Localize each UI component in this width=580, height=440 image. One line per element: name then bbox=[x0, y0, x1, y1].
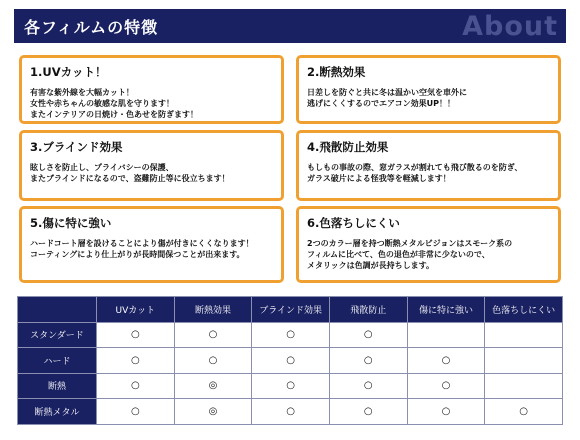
feature-card-text: またインテリアの日焼け・色あせを防ぎます！ bbox=[30, 110, 198, 119]
table-row bbox=[18, 322, 563, 348]
row-header: 断熱 bbox=[18, 373, 97, 399]
table-cell: ○ bbox=[485, 399, 563, 425]
table-cell: ○ bbox=[329, 348, 407, 374]
table-cell: ○ bbox=[407, 348, 485, 374]
feature-card-text: メタリックは色調が長持ちします。 bbox=[307, 261, 435, 270]
feature-card-blind bbox=[19, 130, 284, 201]
page-header bbox=[14, 9, 566, 43]
feature-card-text: 眩しさを防止し、プライバシーの保護、 bbox=[30, 163, 174, 172]
table-corner-cell bbox=[18, 297, 97, 323]
comparison-table bbox=[17, 296, 563, 425]
table-cell: ○ bbox=[407, 399, 485, 425]
feature-card-text: 2つのカラー層を持つ断熱メタルビジョンはスモーク系の bbox=[307, 239, 513, 248]
feature-card-shatter-prevention bbox=[296, 130, 561, 201]
table-cell bbox=[485, 373, 563, 399]
table-cell: ○ bbox=[407, 373, 485, 399]
column-header: 傷に特に強い bbox=[407, 297, 485, 323]
feature-card-text: ガラス破片による怪我等を軽減します！ bbox=[307, 174, 451, 183]
table-cell: ◎ bbox=[174, 373, 252, 399]
feature-card-text: フィルムに比べて、色の退色が非常に少ないので、 bbox=[307, 250, 490, 259]
feature-card-text: ハードコート層を設けることにより傷が付きにくくなります！ bbox=[30, 239, 254, 248]
feature-card-title: 4.飛散防止効果 bbox=[307, 140, 389, 154]
table-row bbox=[18, 373, 563, 399]
table-cell: ○ bbox=[252, 373, 330, 399]
feature-card-text: 逃げにくくするのでエアコン効果UP！！ bbox=[307, 99, 455, 108]
feature-card-scratch-resistant bbox=[19, 206, 284, 283]
table-cell: ○ bbox=[252, 399, 330, 425]
table-cell: ○ bbox=[252, 322, 330, 348]
feature-card-text: コーティングにより仕上がりが長時間保つことが出来ます。 bbox=[30, 250, 245, 259]
table-cell: ○ bbox=[97, 373, 175, 399]
table-cell: ○ bbox=[174, 348, 252, 374]
feature-card-text: 日差しを防ぐと共に冬は温かい空気を車外に bbox=[307, 88, 467, 97]
column-header: 飛散防止 bbox=[329, 297, 407, 323]
table-cell: ○ bbox=[97, 322, 175, 348]
feature-card-insulation bbox=[296, 55, 561, 124]
table-cell: ○ bbox=[174, 322, 252, 348]
feature-card-text: またブラインドになるので、盗難防止等に役立ちます！ bbox=[30, 174, 230, 183]
about-watermark: About bbox=[462, 11, 558, 42]
page-title: 各フィルムの特徴 bbox=[24, 18, 159, 37]
column-header: 断熱効果 bbox=[174, 297, 252, 323]
feature-card-title: 5.傷に特に強い bbox=[30, 216, 112, 230]
feature-card-title: 3.ブラインド効果 bbox=[30, 140, 123, 154]
feature-card-text: 有害な紫外線を大幅カット！ bbox=[30, 88, 134, 97]
feature-card-title: 6.色落ちしにくい bbox=[307, 216, 400, 230]
table-header-row bbox=[18, 297, 563, 323]
feature-card-title: 2.断熱効果 bbox=[307, 65, 366, 79]
row-header: スタンダード bbox=[18, 322, 97, 348]
feature-card-text: もしもの事故の際、窓ガラスが割れても飛び散るのを防ぎ、 bbox=[307, 163, 523, 172]
table-cell: ◎ bbox=[174, 399, 252, 425]
row-header: 断熱メタル bbox=[18, 399, 97, 425]
table-cell: ○ bbox=[97, 399, 175, 425]
feature-card-fade-resistant bbox=[296, 206, 561, 283]
table-cell: ○ bbox=[97, 348, 175, 374]
table-cell bbox=[485, 322, 563, 348]
column-header: ブラインド効果 bbox=[252, 297, 330, 323]
table-row bbox=[18, 399, 563, 425]
table-cell bbox=[485, 348, 563, 374]
column-header: UVカット bbox=[97, 297, 175, 323]
row-header: ハード bbox=[18, 348, 97, 374]
table-cell: ○ bbox=[252, 348, 330, 374]
table-cell bbox=[407, 322, 485, 348]
table-cell: ○ bbox=[329, 373, 407, 399]
column-header: 色落ちしにくい bbox=[485, 297, 563, 323]
feature-card-text: 女性や赤ちゃんの敏感な肌を守ります！ bbox=[30, 99, 174, 108]
feature-card-uv-cut bbox=[19, 55, 284, 124]
table-cell: ○ bbox=[329, 322, 407, 348]
table-cell: ○ bbox=[329, 399, 407, 425]
table-row bbox=[18, 348, 563, 374]
feature-card-title: 1.UVカット！ bbox=[30, 65, 107, 79]
